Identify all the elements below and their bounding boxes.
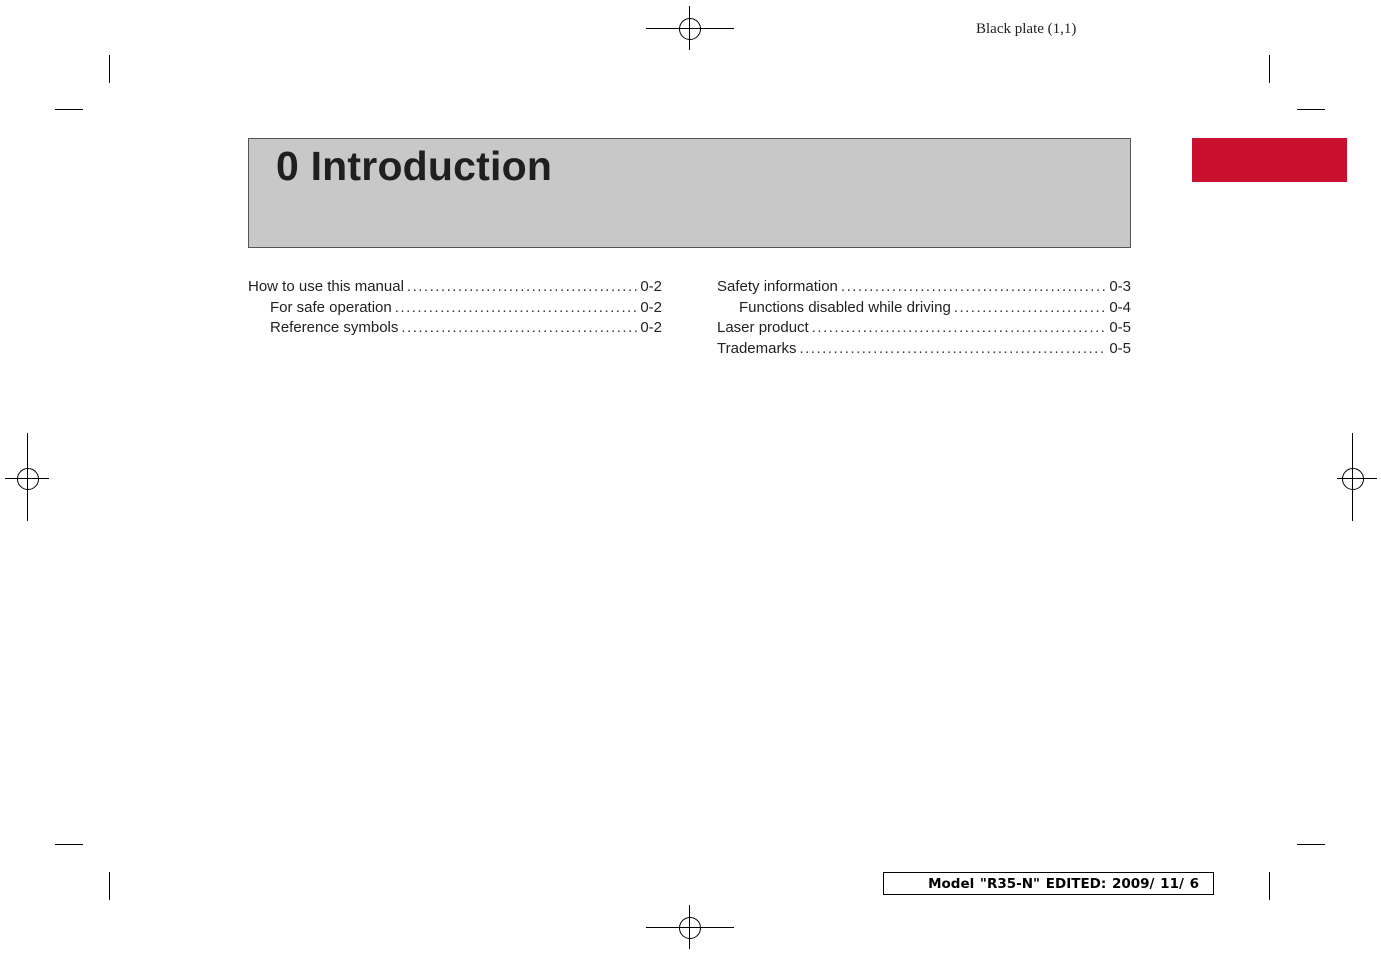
registration-circle-icon xyxy=(17,468,39,490)
toc-entry-label: Laser product xyxy=(717,319,809,337)
toc-entry[interactable] xyxy=(248,319,662,340)
toc-entry-label: Functions disabled while driving xyxy=(739,298,951,316)
toc-leader-dots xyxy=(401,319,637,336)
toc-entry-label: Trademarks xyxy=(717,339,797,357)
toc-leader-dots xyxy=(395,299,638,316)
registration-circle-icon xyxy=(679,917,701,939)
toc-entry-page: 0-5 xyxy=(1109,339,1131,357)
toc-leader-dots xyxy=(954,299,1107,316)
crop-mark xyxy=(55,844,83,845)
crop-mark xyxy=(1269,872,1270,900)
registration-circle-icon xyxy=(1342,468,1364,490)
model-label: Model "R35-N" EDITED: 2009/ 11/ 6 xyxy=(883,872,1214,895)
crop-mark xyxy=(109,55,110,83)
toc-leader-dots xyxy=(841,278,1106,295)
toc-leader-dots xyxy=(799,340,1106,357)
toc-entry-page: 0-2 xyxy=(640,298,662,316)
crop-mark xyxy=(109,872,110,900)
crop-mark xyxy=(1297,109,1325,110)
toc-entry-page: 0-4 xyxy=(1109,298,1131,316)
toc-entry[interactable] xyxy=(248,278,662,299)
toc-entry-page: 0-2 xyxy=(640,278,662,295)
toc-entry-page: 0-2 xyxy=(640,319,662,337)
toc-entry-page: 0-3 xyxy=(1109,278,1131,295)
toc-leader-dots xyxy=(812,319,1107,336)
toc-entry[interactable] xyxy=(717,299,1131,320)
plate-label: Black plate (1,1) xyxy=(976,21,1077,37)
toc-entry[interactable] xyxy=(717,278,1131,299)
toc-entry[interactable] xyxy=(717,319,1131,340)
crop-mark xyxy=(55,109,83,110)
toc-entry-page: 0-5 xyxy=(1109,319,1131,337)
toc-entry-label: Safety information xyxy=(717,278,838,295)
toc-entry[interactable] xyxy=(248,299,662,320)
toc-entry-label: Reference symbols xyxy=(270,319,399,337)
toc-entry[interactable] xyxy=(717,340,1131,361)
toc-column-right xyxy=(717,278,1131,360)
chapter-tab xyxy=(1192,138,1347,182)
chapter-heading-box xyxy=(248,138,1131,248)
registration-circle-icon xyxy=(679,18,701,40)
crop-mark xyxy=(1269,55,1270,83)
toc-entry-label: For safe operation xyxy=(270,298,392,316)
toc-entry-label: How to use this manual xyxy=(248,278,404,295)
toc-leader-dots xyxy=(407,278,637,295)
chapter-title: 0 Introduction xyxy=(276,143,553,189)
toc-column-left xyxy=(248,278,662,340)
crop-mark xyxy=(1297,844,1325,845)
